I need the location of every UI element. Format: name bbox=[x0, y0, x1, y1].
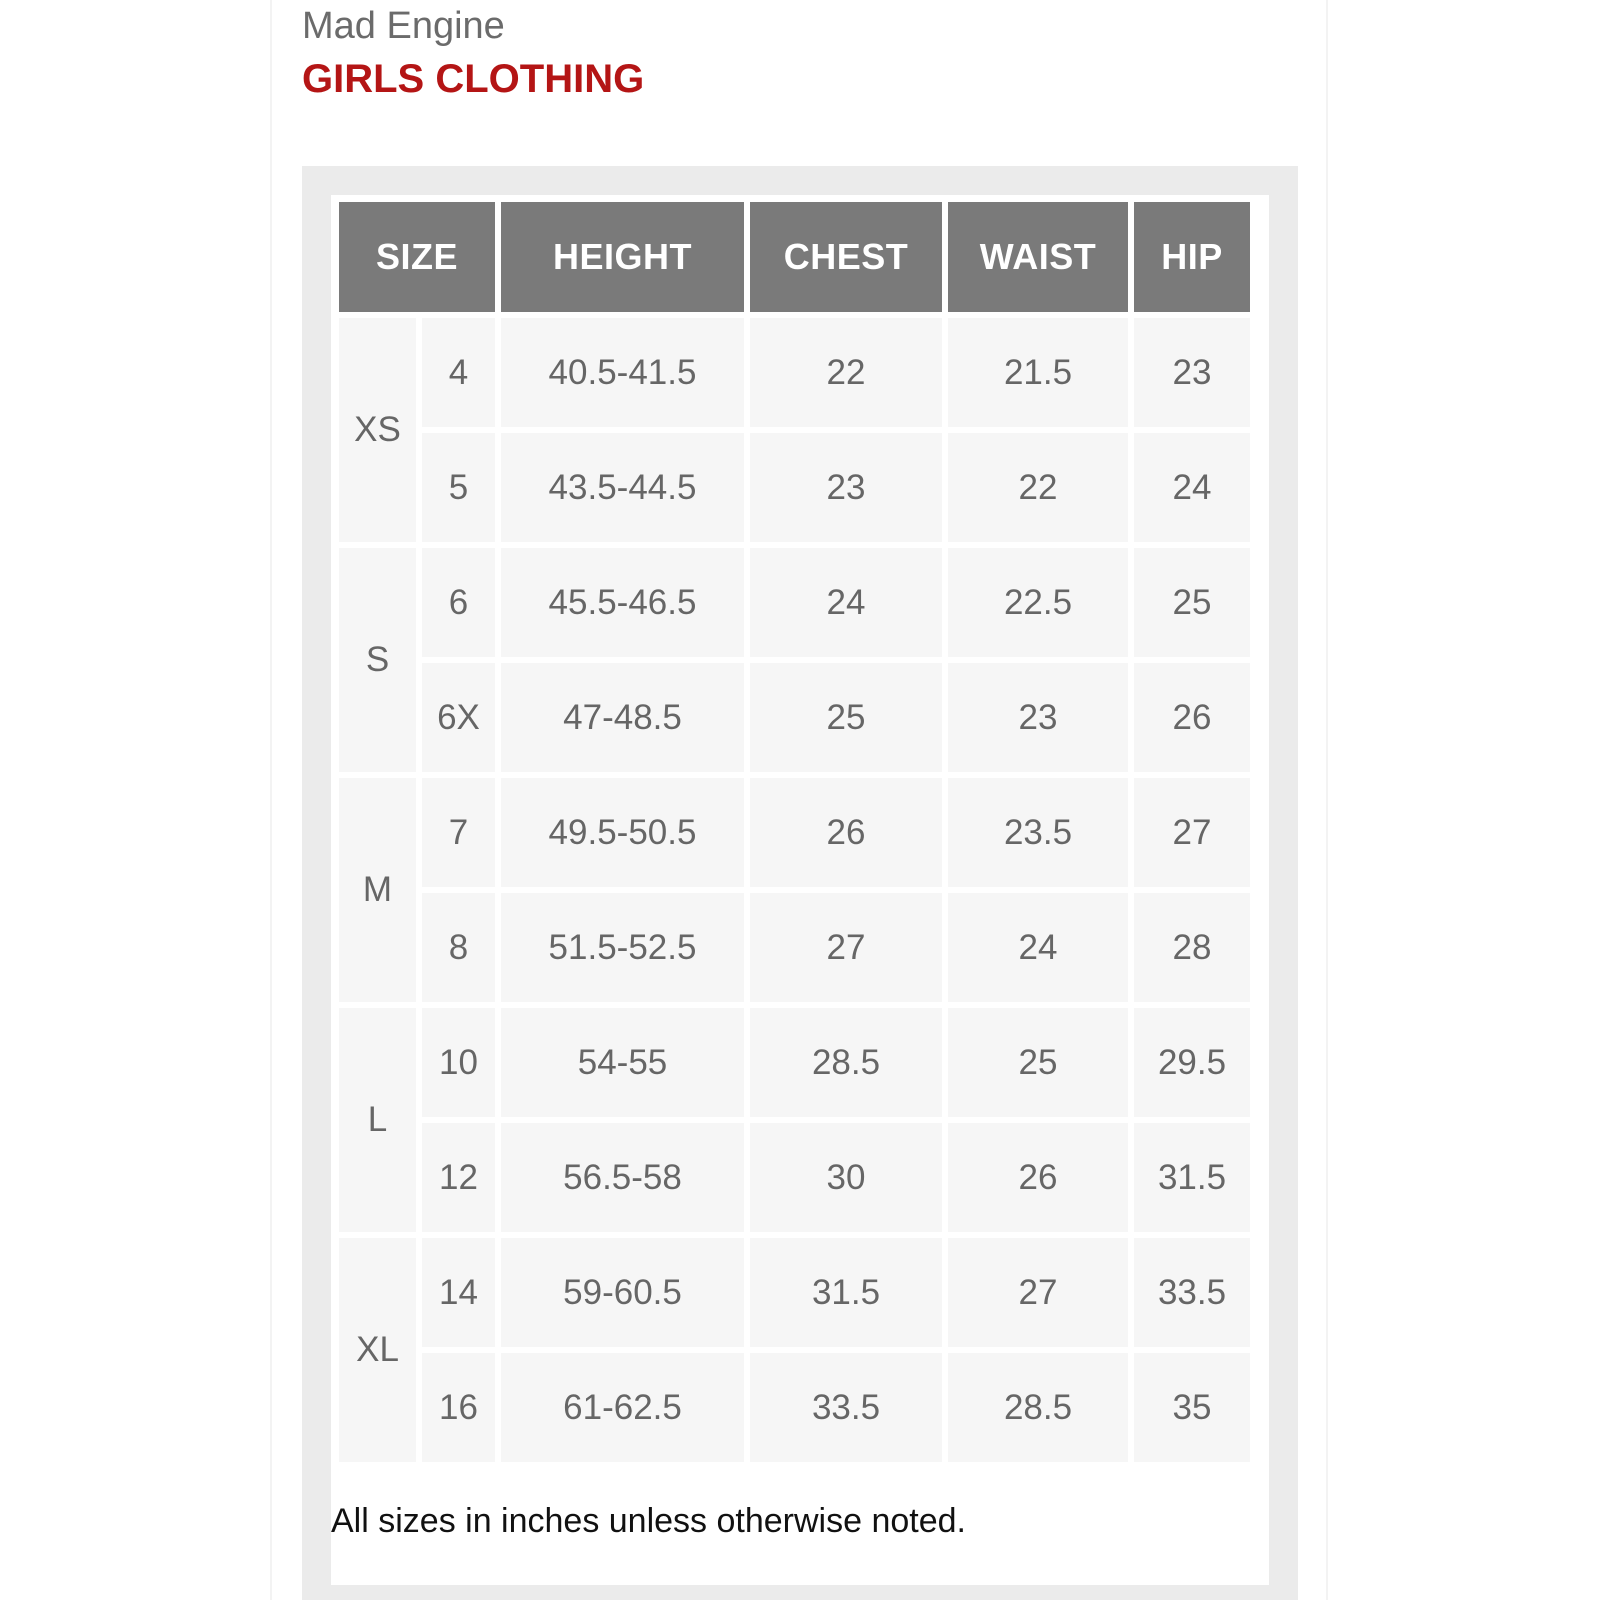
table-row bbox=[339, 1353, 1250, 1462]
size-group-label: S bbox=[339, 548, 416, 772]
size-group-label: XL bbox=[339, 1238, 416, 1462]
height-cell: 51.5-52.5 bbox=[501, 893, 744, 1002]
column-header-hip: HIP bbox=[1134, 202, 1250, 312]
height-cell: 59-60.5 bbox=[501, 1238, 744, 1347]
height-cell: 40.5-41.5 bbox=[501, 318, 744, 427]
chest-cell: 23 bbox=[750, 433, 942, 542]
waist-cell: 25 bbox=[948, 1008, 1128, 1117]
column-header-size: SIZE bbox=[339, 202, 495, 312]
chest-cell: 31.5 bbox=[750, 1238, 942, 1347]
table-row bbox=[339, 893, 1250, 1002]
hip-cell: 28 bbox=[1134, 893, 1250, 1002]
height-cell: 47-48.5 bbox=[501, 663, 744, 772]
size-cell: 16 bbox=[422, 1353, 495, 1462]
chest-cell: 28.5 bbox=[750, 1008, 942, 1117]
table-row bbox=[339, 1123, 1250, 1232]
size-cell: 4 bbox=[422, 318, 495, 427]
height-cell: 56.5-58 bbox=[501, 1123, 744, 1232]
chest-cell: 22 bbox=[750, 318, 942, 427]
waist-cell: 21.5 bbox=[948, 318, 1128, 427]
size-group-label: XS bbox=[339, 318, 416, 542]
hip-cell: 24 bbox=[1134, 433, 1250, 542]
chest-cell: 33.5 bbox=[750, 1353, 942, 1462]
waist-cell: 26 bbox=[948, 1123, 1128, 1232]
waist-cell: 22 bbox=[948, 433, 1128, 542]
table-row bbox=[339, 778, 1250, 887]
hip-cell: 29.5 bbox=[1134, 1008, 1250, 1117]
hip-cell: 27 bbox=[1134, 778, 1250, 887]
column-header-chest: CHEST bbox=[750, 202, 942, 312]
size-cell: 5 bbox=[422, 433, 495, 542]
height-cell: 61-62.5 bbox=[501, 1353, 744, 1462]
size-cell: 8 bbox=[422, 893, 495, 1002]
waist-cell: 23.5 bbox=[948, 778, 1128, 887]
table-header-row bbox=[339, 202, 1250, 312]
size-cell: 6X bbox=[422, 663, 495, 772]
hip-cell: 35 bbox=[1134, 1353, 1250, 1462]
table-row bbox=[339, 1238, 1250, 1347]
size-cell: 7 bbox=[422, 778, 495, 887]
size-chart-table bbox=[333, 196, 1256, 1468]
column-header-waist: WAIST bbox=[948, 202, 1128, 312]
column-header-height: HEIGHT bbox=[501, 202, 744, 312]
chest-cell: 25 bbox=[750, 663, 942, 772]
hip-cell: 33.5 bbox=[1134, 1238, 1250, 1347]
hip-cell: 26 bbox=[1134, 663, 1250, 772]
table-row bbox=[339, 433, 1250, 542]
table-row bbox=[339, 1008, 1250, 1117]
size-cell: 10 bbox=[422, 1008, 495, 1117]
category-title: GIRLS CLOTHING bbox=[302, 57, 645, 101]
chest-cell: 27 bbox=[750, 893, 942, 1002]
hip-cell: 31.5 bbox=[1134, 1123, 1250, 1232]
waist-cell: 27 bbox=[948, 1238, 1128, 1347]
chest-cell: 30 bbox=[750, 1123, 942, 1232]
size-cell: 12 bbox=[422, 1123, 495, 1232]
height-cell: 49.5-50.5 bbox=[501, 778, 744, 887]
chest-cell: 24 bbox=[750, 548, 942, 657]
waist-cell: 22.5 bbox=[948, 548, 1128, 657]
height-cell: 45.5-46.5 bbox=[501, 548, 744, 657]
height-cell: 43.5-44.5 bbox=[501, 433, 744, 542]
hip-cell: 25 bbox=[1134, 548, 1250, 657]
table-row bbox=[339, 663, 1250, 772]
table-row bbox=[339, 548, 1250, 657]
size-cell: 6 bbox=[422, 548, 495, 657]
waist-cell: 24 bbox=[948, 893, 1128, 1002]
brand-name: Mad Engine bbox=[302, 5, 505, 47]
waist-cell: 28.5 bbox=[948, 1353, 1128, 1462]
height-cell: 54-55 bbox=[501, 1008, 744, 1117]
size-group-label: M bbox=[339, 778, 416, 1002]
chest-cell: 26 bbox=[750, 778, 942, 887]
hip-cell: 23 bbox=[1134, 318, 1250, 427]
size-group-label: L bbox=[339, 1008, 416, 1232]
units-note: All sizes in inches unless otherwise noted. bbox=[331, 1502, 966, 1540]
size-cell: 14 bbox=[422, 1238, 495, 1347]
waist-cell: 23 bbox=[948, 663, 1128, 772]
table-row bbox=[339, 318, 1250, 427]
